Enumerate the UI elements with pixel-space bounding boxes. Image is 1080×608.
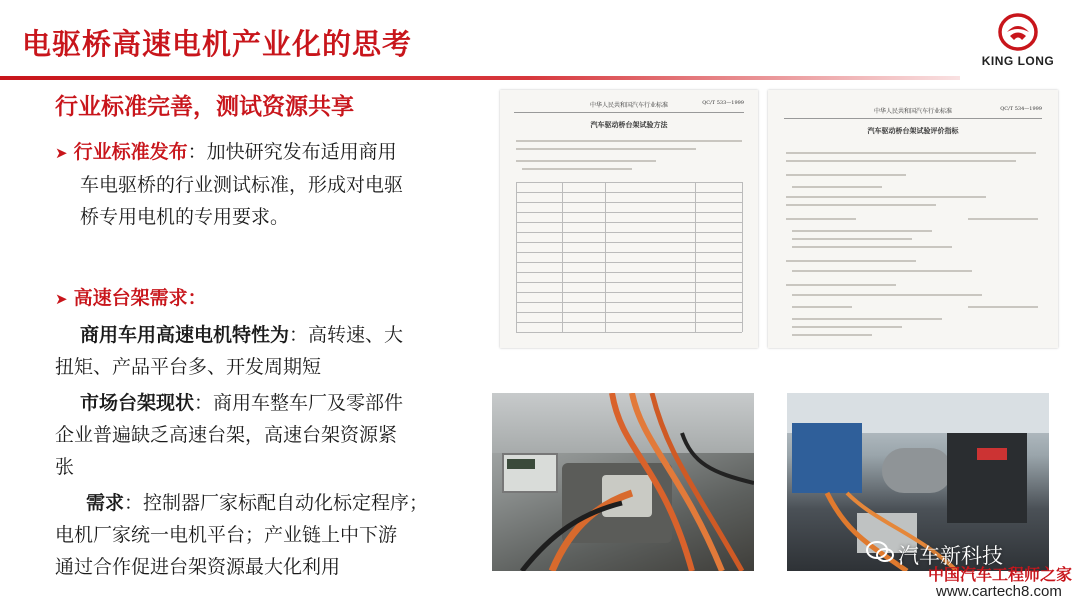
doc1-body-text — [522, 168, 632, 170]
doc2-body-text — [786, 160, 1016, 162]
doc1-body-text — [516, 148, 696, 150]
doc2-body-text — [792, 326, 902, 328]
arrow-bullet-icon: ➤ — [55, 144, 68, 162]
item2-line2: 企业普遍缺乏高速台架，高速台架资源紧 — [55, 424, 398, 446]
doc2-body-text — [792, 334, 872, 336]
doc2-body-text — [786, 196, 986, 198]
doc2-body-text — [792, 246, 952, 248]
doc2-body-text — [792, 306, 852, 308]
watermark-text: 汽车新科技 — [898, 544, 1003, 568]
footer-site-name: 中国汽车工程师之家 — [928, 565, 1073, 584]
doc2-body-text — [792, 238, 912, 240]
doc1-header: 中华人民共和国汽车行业标准 — [589, 102, 668, 109]
doc1-table-row — [516, 332, 742, 333]
doc1-table-row — [516, 262, 742, 263]
doc2-title: 汽车驱动桥台架试验评价指标 — [867, 126, 959, 135]
item2-text: ：商用车整车厂及零部件 — [194, 392, 404, 414]
doc1-standard-number: QC/T 533—1999 — [702, 100, 744, 106]
slide-title: 电驱桥高速电机产业化的思考 — [22, 27, 413, 61]
king-long-logo-icon — [998, 12, 1038, 52]
brand-name: KING LONG — [981, 54, 1055, 68]
doc1-table-row — [516, 232, 742, 233]
item1-line1 — [55, 319, 440, 351]
item3-label: 需求 — [86, 492, 125, 514]
doc1-body-text — [516, 160, 656, 162]
section1-first-line — [55, 136, 440, 169]
doc1-table-row — [516, 272, 742, 273]
title-divider — [0, 76, 960, 80]
item2-label: 市场台架现状 — [80, 392, 195, 414]
section-industry-standards — [55, 136, 440, 233]
doc1-table-row — [516, 322, 742, 323]
doc2-body-text — [786, 204, 936, 206]
doc1-table-row — [516, 282, 742, 283]
doc1-header-rule — [514, 112, 744, 113]
item2-line1 — [55, 387, 440, 419]
doc1-table-row — [516, 292, 742, 293]
doc2-formula — [968, 306, 1038, 308]
slide-subtitle: 行业标准完善，测试资源共享 — [55, 94, 354, 120]
wechat-icon — [866, 540, 894, 564]
section-test-bench-demand — [55, 282, 440, 583]
item3-line1 — [55, 487, 440, 519]
item2-line3: 张 — [55, 456, 75, 478]
doc2-body-text — [786, 260, 916, 262]
doc2-body-text — [786, 152, 1036, 154]
doc2-formula — [968, 218, 1038, 220]
test-bench-photo-1 — [492, 393, 754, 571]
section1-text-line2: 车电驱桥的行业测试标准，形成对电驱 — [80, 174, 404, 196]
standard-document-533 — [500, 90, 758, 348]
doc2-body-text — [792, 270, 972, 272]
doc2-header: 中华人民共和国汽车行业标准 — [873, 108, 952, 115]
doc2-body-text — [786, 284, 896, 286]
item1-line2: 扭矩、产品平台多、开发周期短 — [55, 356, 322, 378]
doc1-table-col — [695, 182, 696, 332]
doc1-table-row — [516, 202, 742, 203]
doc2-body-text — [792, 318, 942, 320]
doc2-body-text — [786, 174, 906, 176]
doc1-table-row — [516, 242, 742, 243]
doc1-table-col — [605, 182, 606, 332]
doc2-body-text — [792, 186, 882, 188]
item1-label: 商用车用高速电机特性为 — [80, 324, 290, 346]
doc1-table-row — [516, 182, 742, 183]
doc1-table-row — [516, 222, 742, 223]
doc2-body-text — [792, 230, 932, 232]
doc1-table-col — [516, 182, 517, 332]
doc1-body-text — [516, 140, 742, 142]
item3-text: ：控制器厂家标配自动化标定程序； — [124, 492, 429, 514]
item3-line2: 电机厂家统一电机平台；产业链上中下游 — [55, 524, 398, 546]
doc2-body-text — [792, 294, 982, 296]
doc2-header-rule — [784, 118, 1042, 119]
doc1-table-row — [516, 192, 742, 193]
standard-document-534 — [768, 90, 1058, 348]
doc1-table-row — [516, 302, 742, 303]
doc1-table-col — [742, 182, 743, 332]
doc1-table-row — [516, 252, 742, 253]
doc1-table-row — [516, 212, 742, 213]
doc2-standard-number: QC/T 534—1999 — [1000, 106, 1042, 112]
doc1-title: 汽车驱动桥台架试验方法 — [590, 120, 668, 129]
section2-heading-line — [55, 282, 440, 315]
cable-bundle — [492, 393, 754, 571]
section1-text-line3: 桥专用电机的专用要求。 — [80, 206, 290, 228]
footer-url[interactable]: www.cartech8.com — [936, 583, 1062, 600]
section2-heading-colon: ： — [187, 287, 207, 309]
item1-text: ：高转速、大 — [289, 324, 404, 346]
section2-heading: 高速台架需求 — [73, 287, 188, 309]
section1-heading: 行业标准发布 — [73, 141, 188, 163]
brand-logo — [968, 12, 1068, 70]
item3-line3: 通过合作促进台架资源最大化利用 — [55, 556, 341, 578]
doc1-table-col — [562, 182, 563, 332]
doc2-body-text — [786, 218, 856, 220]
doc1-table-row — [516, 312, 742, 313]
arrow-bullet-icon: ➤ — [55, 290, 68, 308]
section1-text: ：加快研究发布适用商用 — [187, 141, 397, 163]
